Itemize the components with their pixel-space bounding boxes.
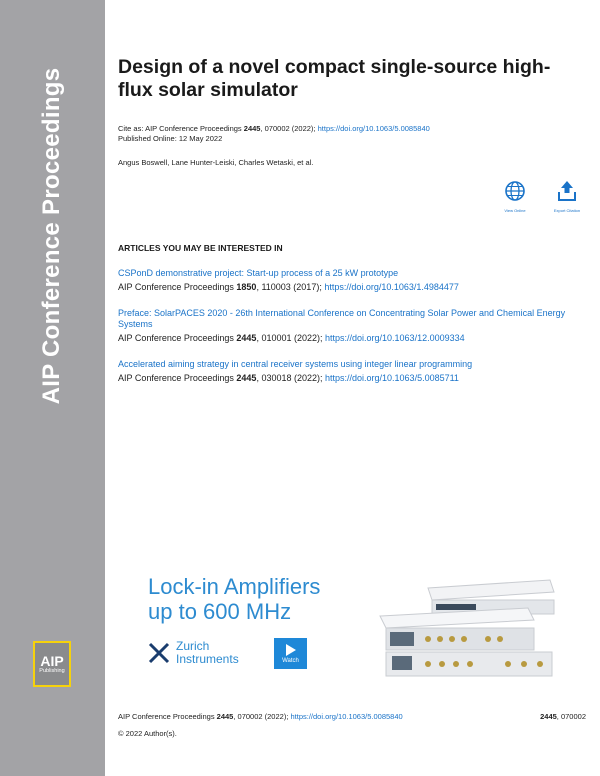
related-article-doi[interactable]: https://doi.org/10.1063/5.0085711 [325,373,459,383]
page-identifier: 2445, 070002 [540,712,586,721]
zurich-instruments-brand: Zurich Instruments [148,640,239,666]
related-articles-heading: ARTICLES YOU MAY BE INTERESTED IN [118,243,283,253]
export-citation-label: Export Citation [553,208,581,213]
globe-icon [504,180,526,202]
related-article [118,359,586,384]
lock-in-amplifier-image [378,574,558,678]
article-doi-link[interactable]: https://doi.org/10.1063/5.0085840 [317,124,430,133]
article-title: Design of a novel compact single-source high-flux solar simulator [118,56,551,101]
related-article-citation: AIP Conference Proceedings 2445, 030018 (2022); https://doi.org/10.1063/5.0085711 [118,373,459,383]
watch-button[interactable] [274,638,307,669]
journal-name: AIP Conference Proceedings [38,67,65,405]
cite-as [118,124,430,134]
cite-prefix: Cite as: AIP Conference Proceedings [118,124,244,133]
export-citation-button[interactable] [550,180,584,213]
related-article-doi[interactable]: https://doi.org/10.1063/1.4984477 [324,282,459,292]
view-online-label: View Online [504,208,526,213]
published-date: Published Online: 12 May 2022 [118,134,223,143]
related-article-doi[interactable]: https://doi.org/10.1063/12.0009334 [325,333,465,343]
logo-subtitle: Publishing [39,667,65,674]
journal-sidebar [0,0,105,776]
related-article [118,308,586,344]
footer-citation: AIP Conference Proceedings 2445, 070002 (2022); https://doi.org/10.1063/5.0085840 [118,712,403,721]
watch-label: Watch [282,657,299,664]
related-article [118,268,586,293]
related-article-citation: AIP Conference Proceedings 1850, 110003 (2017); https://doi.org/10.1063/1.4984477 [118,282,459,292]
ad-headline: Lock-in Amplifiers up to 600 MHz [148,574,321,624]
play-icon [286,644,296,656]
aip-publishing-logo[interactable] [33,641,71,687]
copyright: © 2022 Author(s). [118,729,177,738]
advertisement[interactable] [140,572,560,680]
authors: Angus Boswell, Lane Hunter-Leiski, Charles Wetaski, et al. [118,158,314,167]
footer-doi-link[interactable]: https://doi.org/10.1063/5.0085840 [290,712,403,721]
zurich-instruments-logo-icon [148,642,170,664]
cite-volume: 2445 [243,124,261,133]
view-online-button[interactable] [498,180,532,213]
export-icon [556,180,578,202]
related-article-title[interactable]: Accelerated aiming strategy in central receiver systems using integer linear programming [118,359,473,369]
related-article-title[interactable]: CSPonD demonstrative project: Start-up process of a 25 kW prototype [118,268,399,278]
cite-rest: , 070002 (2022); [260,124,318,133]
related-article-citation: AIP Conference Proceedings 2445, 010001 (2022); https://doi.org/10.1063/12.0009334 [118,333,465,343]
logo-name: AIP [40,652,64,669]
related-article-title[interactable]: Preface: SolarPACES 2020 - 26th International Conference on Concentrating Solar Power and Chemical Energy Systems [118,308,566,329]
